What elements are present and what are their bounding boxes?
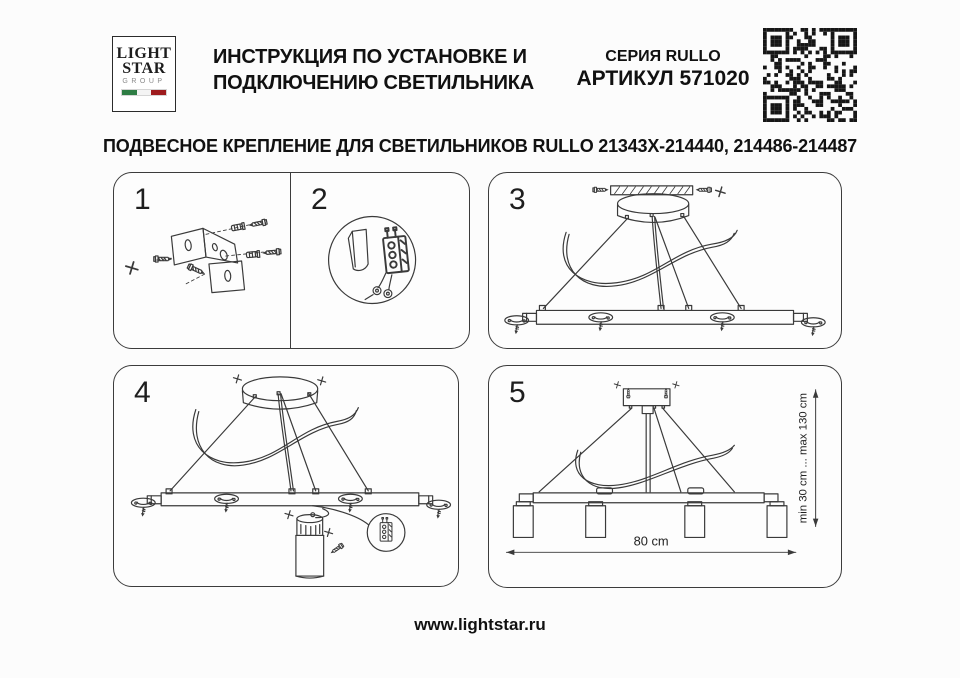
title-line-1: ИНСТРУКЦИЯ ПО УСТАНОВКЕ И bbox=[213, 46, 527, 68]
logo-word-group: GROUP bbox=[122, 78, 166, 85]
bracket-anchors-diagram bbox=[114, 173, 469, 348]
terminal-block bbox=[382, 226, 409, 273]
lamp-cylinders bbox=[513, 502, 787, 538]
logo-word-light: LIGHT bbox=[116, 45, 172, 62]
qr-code-icon bbox=[763, 28, 857, 122]
panel-step-3 bbox=[488, 172, 842, 349]
website-url: www.lightstar.ru bbox=[414, 615, 546, 634]
terminal-zoom-circle bbox=[367, 514, 405, 552]
step-3-number: 3 bbox=[509, 183, 526, 216]
pendant-wiring-diagram bbox=[114, 366, 458, 586]
connector-detail-circle bbox=[329, 217, 416, 304]
canopy bbox=[618, 194, 689, 223]
power-cord bbox=[193, 408, 359, 466]
step-1-number: 1 bbox=[134, 183, 151, 216]
panel-step-4 bbox=[113, 365, 459, 587]
power-cord bbox=[563, 230, 737, 286]
mounting-bar bbox=[523, 310, 808, 324]
subtitle: ПОДВЕСНОЕ КРЕПЛЕНИЕ ДЛЯ СВЕТИЛЬНИКОВ RULLO 21343X-214440, 214486-214487 bbox=[103, 136, 857, 156]
width-dimension-arrow bbox=[506, 533, 795, 555]
step-5-number: 5 bbox=[509, 376, 526, 409]
title-line-2: ПОДКЛЮЧЕНИЮ СВЕТИЛЬНИКА bbox=[213, 72, 535, 94]
mounting-bracket bbox=[171, 228, 244, 292]
article-label: АРТИКУЛ 571020 bbox=[576, 67, 750, 90]
panel-step-5 bbox=[488, 365, 842, 588]
ceiling-plate bbox=[593, 186, 725, 197]
series-label: СЕРИЯ RULLO bbox=[605, 48, 721, 65]
italian-flag-stripe bbox=[121, 89, 167, 96]
document-title bbox=[213, 44, 534, 96]
power-cord bbox=[576, 445, 735, 488]
height-dimension-arrow bbox=[798, 390, 819, 527]
lightstar-logo bbox=[112, 36, 176, 112]
step-4-number: 4 bbox=[134, 376, 151, 409]
pendant-cylinder bbox=[285, 506, 368, 578]
suspension-cables bbox=[539, 409, 734, 492]
assembled-dimensions-diagram bbox=[489, 366, 841, 587]
height-dimension-label: min 30 cm ... max 130 cm bbox=[797, 393, 810, 524]
suspension-cables bbox=[539, 217, 744, 311]
mounting-bar bbox=[519, 488, 778, 503]
panel-steps-1-2 bbox=[113, 172, 470, 349]
mounting-bar bbox=[147, 493, 432, 506]
canopy bbox=[614, 382, 679, 414]
width-dimension-label: 80 cm bbox=[633, 533, 669, 549]
step-2-number: 2 bbox=[311, 183, 328, 216]
logo-word-star: STAR bbox=[122, 60, 166, 77]
canopy-suspension-diagram bbox=[489, 173, 841, 348]
series-article-block bbox=[563, 48, 763, 92]
